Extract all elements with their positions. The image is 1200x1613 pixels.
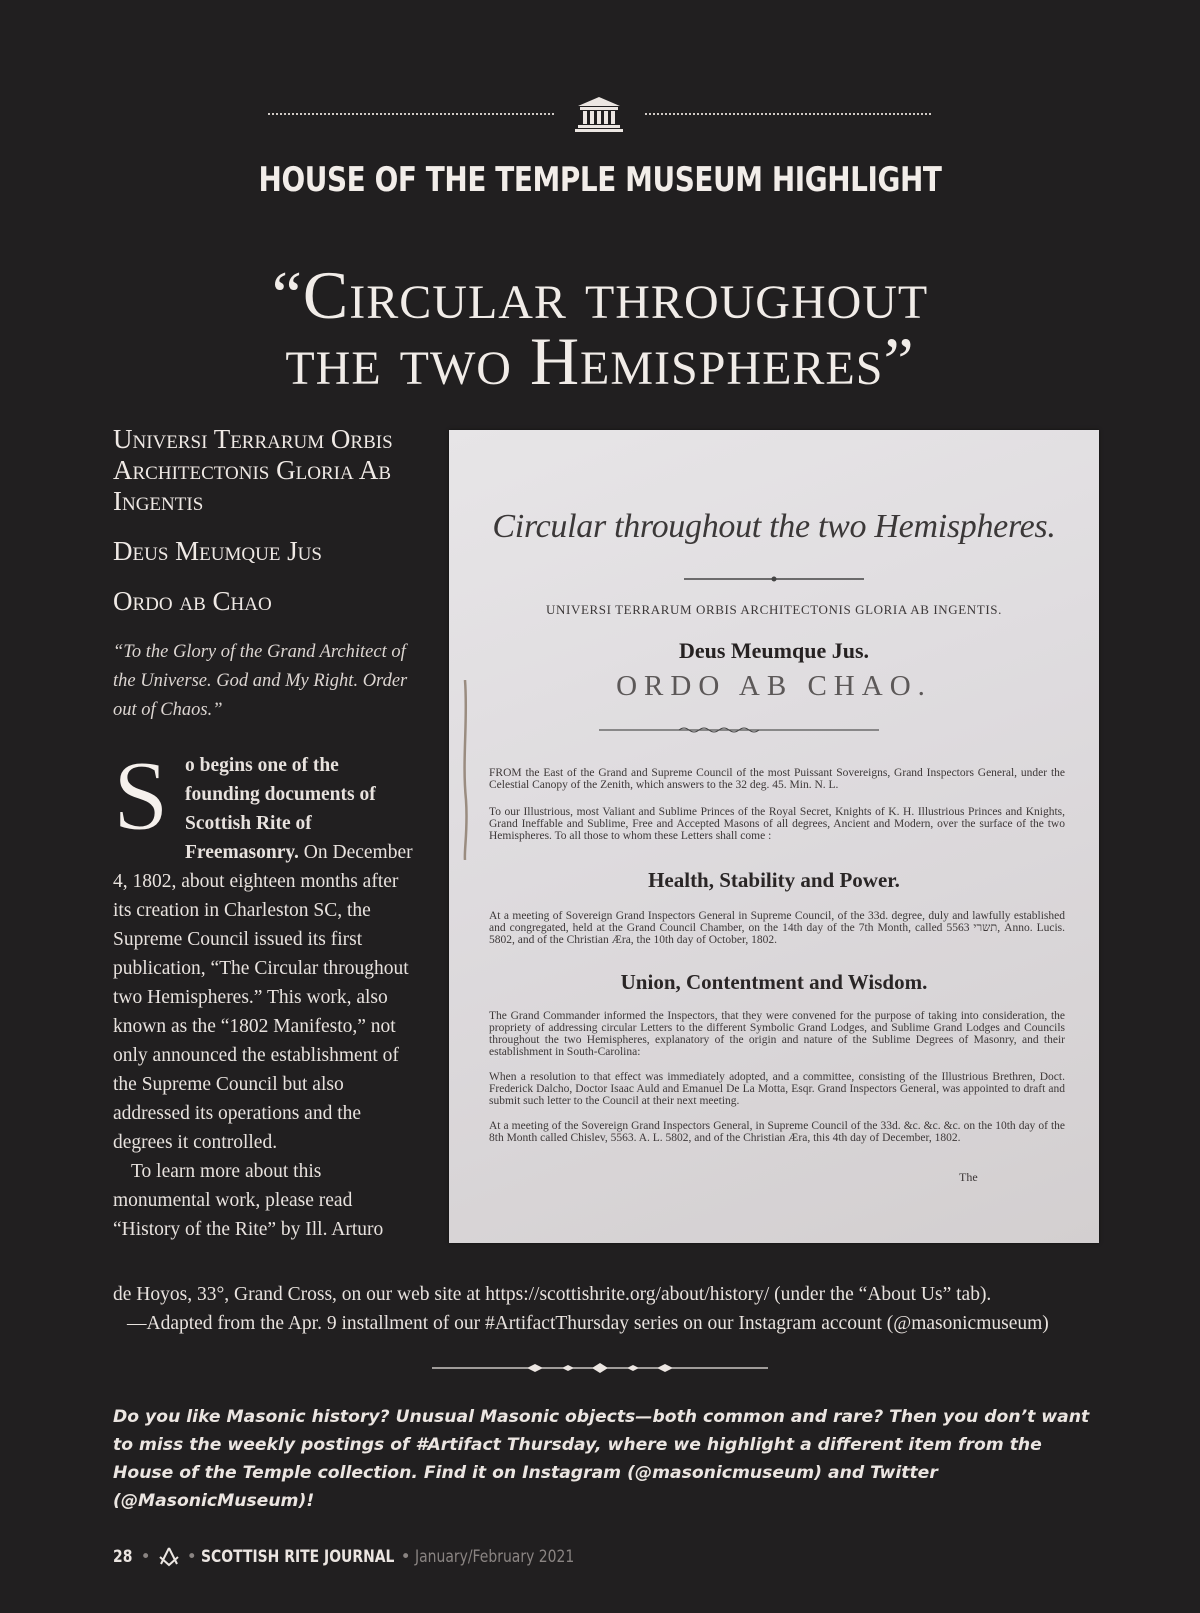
- footer-separator: •: [400, 1547, 411, 1567]
- article-paragraph-2: To learn more about this monumental work, please read “History of the Rite” by Ill. Arturo: [113, 1161, 384, 1240]
- motto-deus: Deus Meumque Jus: [113, 536, 322, 566]
- document-motto: UNIVERSI TERRARUM ORBIS ARCHITECTONIS GLORIA AB INGENTIS.: [546, 602, 1002, 617]
- document-paragraph: At a meeting of the Sovereign Grand Inspectors General, in Supreme Council of the 33d. &c. &c. &c. on the 10th day of the 8th Month called Chislev, 5563. A. L. 5802, and of the Christian Æra, this 4th day of December, 1802.: [489, 1120, 1065, 1144]
- document-deus: Deus Meumque Jus.: [678, 638, 870, 663]
- document-heading-union: Union, Contentment and Wisdom.: [620, 970, 928, 994]
- square-compass-icon: [158, 1547, 180, 1567]
- document-paragraph: To our Illustrious, most Valiant and Sublime Princes of the Royal Secret, Knights of K. H. Illustrious Princes and Knights, Grand Ineffable and Sublime, Free and Accepted Masons of all degrees, Ancient and Modern, over the surface of the two Hemispheres. To all those to whom these Letters shall come :: [489, 806, 1065, 842]
- headline: [0, 257, 1200, 399]
- document-paragraph: FROM the East of the Grand and Supreme Council of the most Puissant Sovereigns, Grand Inspectors General, under the Celestial Canopy of the Zenith, which answers to the 32 deg. 45. Min. N. L.: [489, 767, 1065, 791]
- document-heading-health: Health, Stability and Power.: [648, 868, 900, 892]
- journal-name: SCOTTISH RITE JOURNAL: [200, 1547, 395, 1567]
- document-ornament: [599, 726, 879, 734]
- document-title: Circular throughout the two Hemispheres.: [492, 508, 1056, 545]
- article-lead: o begins one of the founding documents of Scottish Rite of Freemasonry.: [185, 755, 376, 863]
- document-paragraph: When a resolution to that effect was immediately adopted, and a committee, consisting of the Illustrious Brethren, Doct. Frederick Dalcho, Doctor Isaac Auld and Emanuel De La Motta, Esqr. Grand Inspectors General, was appointed to draft and submit such letter to the Council at their next meeting.: [489, 1071, 1065, 1107]
- article-credit: —Adapted from the Apr. 9 installment of our #ArtifactThursday series on our Instagram account (@masonicmuseum): [127, 1313, 1049, 1334]
- document-ornament: [684, 575, 864, 583]
- article-body-text: On December 4, 1802, about eighteen months after its creation in Charleston SC, the Supreme Council issued its first publication, “The Circular throughout two Hemispheres.” This work, also known as the “1802 Manifesto,” not only announced the establishment of the Supreme Council but also addressed its operations and the degrees it controlled.: [113, 842, 413, 1153]
- motto-ordo: Ordo ab Chao: [113, 586, 272, 616]
- page-footer: [113, 1545, 609, 1569]
- headline-line-1: “Circular throughout: [271, 257, 929, 333]
- ornament-rule-left: [268, 113, 554, 115]
- article-paragraph-1: [113, 740, 413, 1157]
- document-ribbon: [461, 680, 469, 860]
- document-catchword: The: [959, 1170, 978, 1184]
- document-ordo: ORDO AB CHAO.: [616, 670, 932, 702]
- headline-line-2: the two Hemispheres”: [285, 323, 915, 399]
- motto-universi: Universi Terrarum Orbis Architectonis Gloria Ab Ingentis: [113, 424, 393, 516]
- article-paragraph-2-continued: de Hoyos, 33°, Grand Cross, on our web site at https://scottishrite.org/about/history/ (under the “About Us” tab).: [113, 1284, 992, 1305]
- page-number: 28: [113, 1547, 133, 1567]
- document-paragraph: The Grand Commander informed the Inspectors, that they were convened for the purpose of taking into consideration, the propriety of addressing circular Letters to the different Symbolic Grand Lodges, and Sublime Grand Lodges and Councils throughout the two Hemispheres, explanatory of the origin and nature of the Sublime Degrees of Masonry, and their establishment in South-Carolina:: [489, 1010, 1065, 1058]
- drop-cap: S: [113, 740, 169, 851]
- circular-document-image: [449, 430, 1099, 1243]
- promo-blurb: Do you like Masonic history? Unusual Masonic objects—both common and rare? Then you don’t want to miss the weekly postings of #Artifact Thursday, where we highlight a different item from the House of the Temple collection. Find it on Instagram (@masonicmuseum) and Twitter (@MasonicMuseum)!: [113, 1407, 1090, 1511]
- temple-icon: [574, 94, 624, 132]
- section-kicker: HOUSE OF THE TEMPLE MUSEUM HIGHLIGHT: [258, 160, 942, 200]
- article-body: [113, 740, 413, 1244]
- ornament-rule-right: [645, 113, 931, 115]
- footer-separator: •: [186, 1547, 197, 1567]
- footer-separator: •: [140, 1547, 151, 1567]
- document-paragraph: At a meeting of Sovereign Grand Inspectors General in Supreme Council, of the 33d. degree, duly and lawfully established and congregated, held at the Grand Council Chamber, on the 14th day of the 7th Month, called תשרי 5563, Anno. Lucis. 5802, and of the Christian Æra, the 10th day of October, 1802.: [489, 910, 1065, 946]
- motto-translation: “To the Glory of the Grand Architect of the Universe. God and My Right. Order out of Chaos.”: [113, 642, 408, 720]
- section-divider-ornament: [432, 1360, 768, 1376]
- issue-date: January/February 2021: [414, 1547, 574, 1567]
